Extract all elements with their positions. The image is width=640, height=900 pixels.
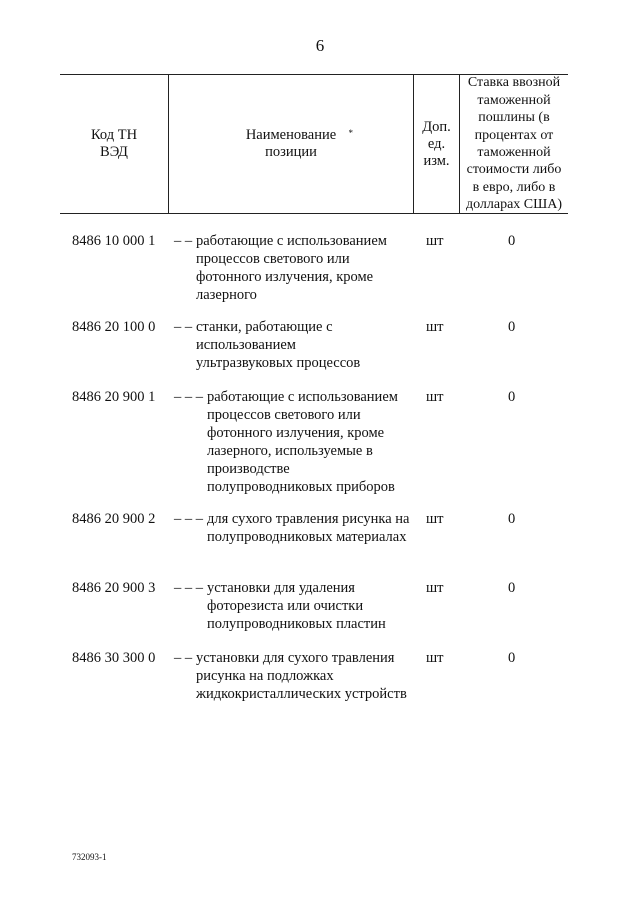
row-rate: 0 bbox=[508, 580, 516, 596]
row-unit: шт bbox=[426, 319, 444, 335]
row-name: работающие с использованием процессов светового или фотонного излучения, кроме лазерного, используемые в производстве полупроводниковых приборов bbox=[207, 389, 398, 495]
row-name: станки, работающие с использованием ультразвуковых процессов bbox=[196, 319, 361, 371]
row-unit: шт bbox=[426, 233, 444, 249]
row-dash: – – – bbox=[174, 580, 203, 596]
row-code: 8486 30 300 0 bbox=[72, 650, 156, 666]
row-name: установки для удаления фоторезиста или очистки полупроводниковых пластин bbox=[207, 580, 386, 632]
header-name bbox=[169, 75, 413, 213]
table-header bbox=[60, 74, 568, 214]
row-rate: 0 bbox=[508, 511, 516, 527]
page-number: 6 bbox=[315, 36, 325, 55]
row-unit: шт bbox=[426, 511, 444, 527]
row-rate: 0 bbox=[508, 389, 516, 405]
row-unit: шт bbox=[426, 389, 444, 405]
row-dash: – – – bbox=[174, 511, 203, 527]
row-unit: шт bbox=[426, 650, 444, 666]
row-dash: – – bbox=[174, 319, 193, 335]
row-dash: – – bbox=[174, 650, 193, 666]
header-rate: Ставка ввозной таможенной пошлины (в процентах от таможенной стоимости либо в евро, либо в долларах США) bbox=[465, 75, 563, 213]
header-code: Код ТН ВЭД bbox=[90, 127, 138, 160]
header-unit: Доп. ед. изм. bbox=[422, 118, 451, 169]
row-dash: – – bbox=[174, 233, 193, 249]
row-code: 8486 20 900 1 bbox=[72, 389, 156, 405]
header-name-text: Наименование позиции bbox=[245, 127, 337, 160]
row-name: работающие с использованием процессов светового или фотонного излучения, кроме лазерного bbox=[196, 233, 387, 303]
row-name: для сухого травления рисунка на полупроводниковых материалах bbox=[207, 511, 410, 545]
row-rate: 0 bbox=[508, 233, 516, 249]
row-code: 8486 20 900 3 bbox=[72, 580, 156, 596]
row-rate: 0 bbox=[508, 650, 516, 666]
row-name: установки для сухого травления рисунка на подложках жидкокристаллических устройств bbox=[196, 650, 407, 702]
row-rate: 0 bbox=[508, 319, 516, 335]
row-code: 8486 10 000 1 bbox=[72, 233, 156, 249]
row-dash: – – – bbox=[174, 389, 203, 405]
document-code: 732093-1 bbox=[72, 852, 107, 862]
row-code: 8486 20 100 0 bbox=[72, 319, 156, 335]
footnote-mark: * bbox=[348, 128, 353, 138]
row-code: 8486 20 900 2 bbox=[72, 511, 156, 527]
row-unit: шт bbox=[426, 580, 444, 596]
